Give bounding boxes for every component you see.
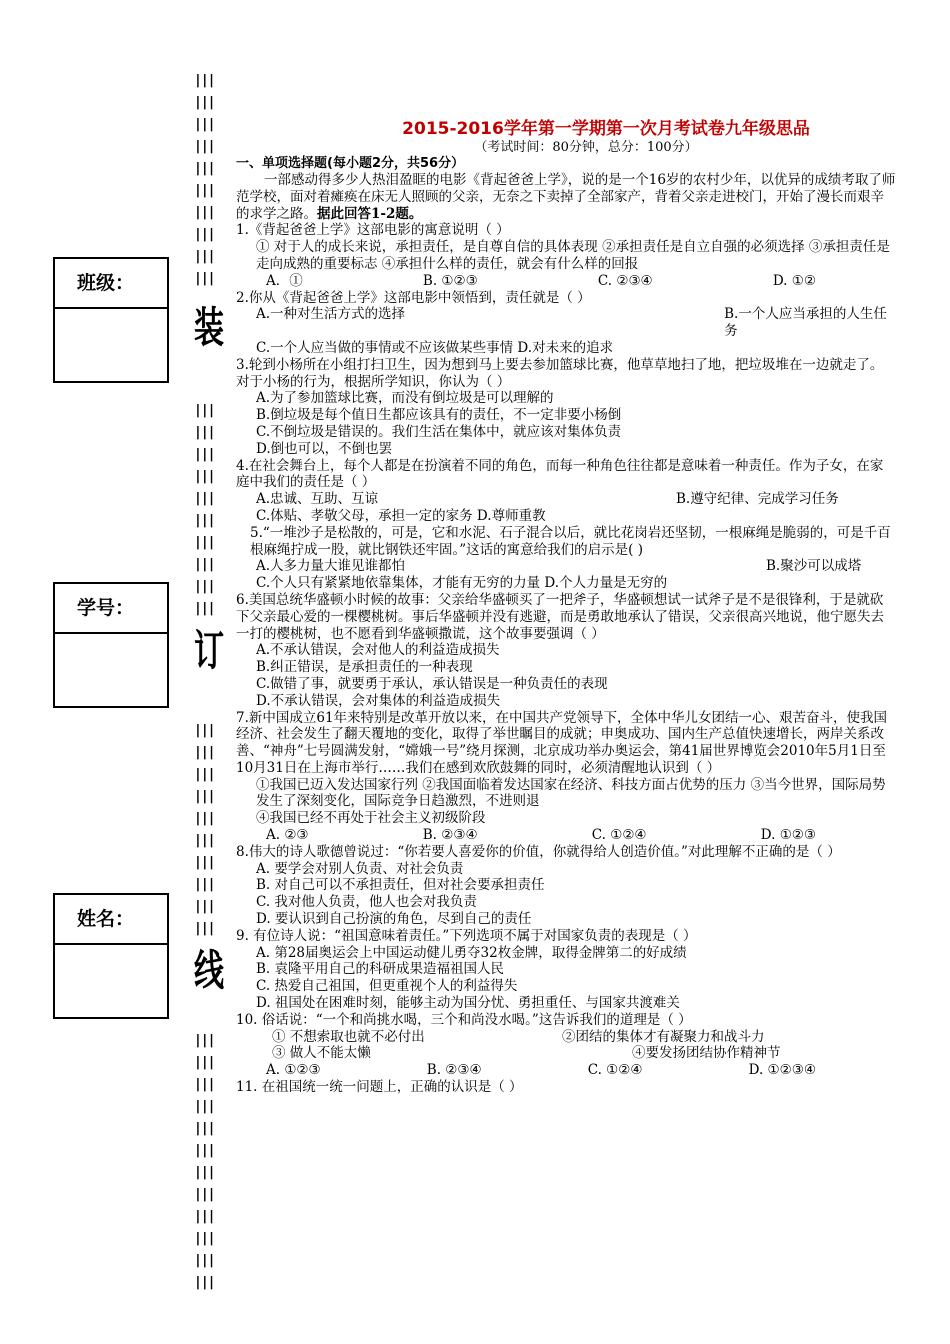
option-b[interactable]: B. ②③④ — [426, 1062, 482, 1079]
question-1-statements: ① 对于人的成长来说，承担责任，是自尊自信的具体表现 ②承担责任是自立自强的必须选择 ③承担责任是走向成熟的重要标志 ④承担什么样的责任，就会有什么样的回报 — [256, 239, 890, 272]
exam-title: 2015-2016学年第一学期第一次月考试卷九年级思品 — [402, 119, 810, 139]
question-7-options — [236, 827, 896, 844]
option-c[interactable]: C. 热爱自己祖国，但更重视个人的利益得失 — [256, 978, 518, 995]
name-label: 姓名： — [55, 895, 167, 945]
student-number-label: 学号： — [55, 584, 167, 634]
option-b[interactable]: B.纠正错误，是承担责任的一种表现 — [256, 659, 473, 676]
statement-4: ④要发扬团结协作精神节 — [632, 1045, 781, 1062]
binding-dots-bottom: ||| ||| ||| ||| ||| ||| ||| ||| ||| ||| ||| ||| — [194, 1033, 215, 1290]
question-8: 8.伟大的诗人歌德曾说过：“你若要人喜爱你的价值，你就得给人创造价值。”对此理解不正确的是（ ） — [236, 843, 841, 860]
intro-bold: 据此回答1-2题。 — [317, 205, 423, 222]
binding-dots-mid2: ||| ||| ||| ||| ||| ||| ||| ||| ||| ||| — [194, 723, 215, 936]
question-1: 1.《背起爸爸上学》这部电影的寓意说明（ ） — [236, 222, 510, 239]
binding-char-xian: 线 — [194, 947, 224, 997]
option-b[interactable]: B.遵守纪律、完成学习任务 — [676, 491, 839, 508]
question-10-options — [236, 1062, 896, 1079]
option-a[interactable]: A. 第28届奥运会上中国运动健儿勇夺32枚金牌，取得金牌第二的好成绩 — [256, 944, 687, 961]
binding-dots-mid1: ||| ||| ||| ||| ||| ||| ||| ||| ||| ||| — [194, 403, 215, 616]
question-5: 5.“一堆沙子是松散的，可是，它和水泥、石子混合以后，就比花岗岩还坚韧，一根麻绳是脆弱的，可是千百根麻绳拧成一股，就比钢铁还牢固。”这话的寓意给我们的启示是( ) — [250, 524, 891, 558]
binding-line — [194, 70, 224, 1300]
question-4-options-ab — [236, 491, 896, 508]
question-2: 2.你从《背起爸爸上学》这部电影中领悟到，责任就是（ ） — [236, 289, 591, 306]
student-number-box — [53, 582, 169, 708]
option-d[interactable]: D. ①②③④ — [748, 1062, 816, 1079]
option-b[interactable]: B. 对自己可以不承担责任，但对社会要承担责任 — [256, 877, 545, 894]
name-box — [53, 893, 169, 1019]
option-b[interactable]: B.倒垃圾是每个值日生都应该具有的责任，不一定非要小杨倒 — [256, 407, 622, 424]
option-c[interactable]: C. ①②④ — [591, 827, 647, 844]
option-b[interactable]: B.一个人应当承担的人生任务 — [724, 306, 887, 340]
statement-1: ① 不想索取也就不必付出 — [272, 1028, 425, 1045]
binding-char-zhuang: 装 — [194, 304, 224, 354]
option-c[interactable]: C. ②③④ — [597, 272, 653, 289]
question-9: 9. 有位诗人说：“祖国意味着责任。”下列选项不属于对国家负责的表现是（ ） — [236, 927, 697, 944]
option-a[interactable]: A. 要学会对别人负责、对社会负责 — [256, 860, 464, 877]
question-6: 6.美国总统华盛顿小时候的故事：父亲给华盛顿买了一把斧子，华盛顿想试一试斧子是不是很锋利，于是就砍下父亲最心爱的一棵樱桃树。事后华盛顿并没有逃避，而是勇敢地承认了错误，父亲很高兴地说，他宁愿失去一打的樱桃树，也不愿看到华盛顿撒谎，这个故事要强调（ ） — [236, 591, 884, 642]
option-b[interactable]: B. ②③④ — [422, 827, 478, 844]
intro-paragraph — [236, 172, 896, 222]
option-d[interactable]: D. ①② — [772, 272, 816, 289]
option-a[interactable]: A.不承认错误，会对他人的利益造成损失 — [256, 642, 500, 659]
binding-char-ding: 订 — [194, 627, 224, 677]
option-d[interactable]: D. ①②③ — [760, 827, 816, 844]
statement-3: ③ 做人不能太懒 — [272, 1045, 371, 1062]
question-2-options-ab — [236, 306, 896, 340]
option-a[interactable]: A.人多力量大谁见谁都怕 — [256, 558, 406, 575]
name-field[interactable] — [55, 945, 167, 1017]
option-c[interactable]: C. ①②④ — [587, 1062, 643, 1079]
question-4-options-cd[interactable]: C.体贴、孝敬父母，承担一定的家务 D.尊师重教 — [256, 507, 546, 524]
student-number-field[interactable] — [55, 634, 167, 706]
question-4: 4.在社会舞台上，每个人都是在扮演着不同的角色，而每一种角色往往都是意味着一种责任。作为子女，在家庭中我们的责任是（ ） — [236, 457, 884, 491]
question-7-statement-4: ④我国已经不再处于社会主义初级阶段 — [256, 810, 486, 827]
option-a[interactable]: A.一种对生活方式的选择 — [256, 306, 406, 323]
question-10-statements-1 — [236, 1029, 896, 1046]
option-d[interactable]: D.倒也可以，不倒也罢 — [256, 440, 393, 457]
option-c[interactable]: C.做错了事，就要勇于承认，承认错误是一种负责任的表现 — [256, 675, 608, 692]
question-10-statements-2 — [236, 1045, 896, 1062]
option-c[interactable]: C. 我对他人负责，他人也会对我负责 — [256, 894, 477, 911]
question-11: 11. 在祖国统一统一问题上，正确的认识是（ ） — [236, 1079, 523, 1096]
question-7-statements: ①我国已迈入发达国家行列 ②我国面临着发达国家在经济、科技方面占优势的压力 ③当今世界，国际局势发生了深刻变化，国际竞争日趋激烈，不进则退 — [256, 776, 886, 810]
intro-text: 一部感动得多少人热泪盈眶的电影《背起爸爸上学》，说的是一个16岁的农村少年，以优异的成绩考取了师范学校，面对着瘫痪在床无人照顾的父亲，无奈之下卖掉了全部家产，背着父亲走进校门，开始了漫长而艰辛的求学之路。 — [236, 172, 896, 222]
statement-2: ②团结的集体才有凝聚力和战斗力 — [562, 1028, 765, 1045]
question-5-options-cd[interactable]: C.个人只有紧紧地依靠集体，才能有无穷的力量 D.个人力量是无穷的 — [256, 575, 668, 592]
option-d[interactable]: D.不承认错误，会对集体的利益造成损失 — [256, 692, 501, 709]
question-7: 7.新中国成立61年来特别是改革开放以来，在中国共产党领导下，全体中华儿女团结一心、艰苦奋斗，使我国经济、社会发生了翻天覆地的变化，取得了举世瞩目的成就；申奥成功、国内生产总值快速增长，两岸关系改善、“神舟”七号圆满发射，“嫦娥一号”绕月探测，北京成功举办奥运会，第41届世界博览会2010年5月1日至10月31日在上海市举行……我们在感到欢欣鼓舞的同时，必须清醒地认识到（ ） — [236, 709, 888, 776]
option-d[interactable]: D. 要认识到自己扮演的角色，尽到自己的责任 — [256, 911, 532, 928]
question-1-options — [236, 273, 896, 290]
binding-dots-top: ||| ||| ||| ||| ||| ||| ||| ||| ||| ||| — [194, 73, 215, 286]
question-10: 10. 俗话说：“一个和尚挑水喝，三个和尚没水喝。”这告诉我们的道理是（ ） — [236, 1011, 692, 1028]
question-3: 3.轮到小杨所在小组打扫卫生，因为想到马上要去参加篮球比赛，他草草地扫了地，把垃圾堆在一边就走了。对于小杨的行为，根据所学知识，你认为（ ） — [236, 356, 884, 390]
class-label: 班级： — [55, 259, 167, 309]
option-a[interactable]: A. ②③ — [266, 827, 309, 844]
class-field[interactable] — [55, 309, 167, 381]
option-d[interactable]: D. 祖国处在困难时刻，能够主动为国分忧、勇担重任、与国家共渡难关 — [256, 995, 680, 1012]
question-2-options-cd[interactable]: C.一个人应当做的事情或不应该做某些事情 D.对未来的追求 — [256, 339, 614, 356]
option-b[interactable]: B. 袁隆平用自己的科研成果造福祖国人民 — [256, 961, 505, 978]
option-b[interactable]: B. ①②③ — [422, 272, 478, 289]
option-a[interactable]: A.忠诚、互助、互谅 — [256, 491, 379, 508]
exam-paper — [236, 118, 896, 1096]
option-a[interactable]: A. ①②③ — [266, 1062, 321, 1079]
option-a[interactable]: A．① — [266, 272, 303, 289]
question-5-options-ab — [236, 558, 896, 575]
exam-time-info: （考试时间：80分钟，总分：100分） — [474, 140, 698, 155]
option-c[interactable]: C.不倒垃圾是错误的。我们生活在集体中，就应该对集体负责 — [256, 423, 622, 440]
option-a[interactable]: A.为了参加篮球比赛，而没有倒垃圾是可以理解的 — [256, 390, 554, 407]
class-box — [53, 257, 169, 383]
option-b[interactable]: B.聚沙可以成塔 — [766, 558, 862, 575]
section-heading: 一、单项选择题(每小题2分，共56分） — [236, 156, 465, 171]
